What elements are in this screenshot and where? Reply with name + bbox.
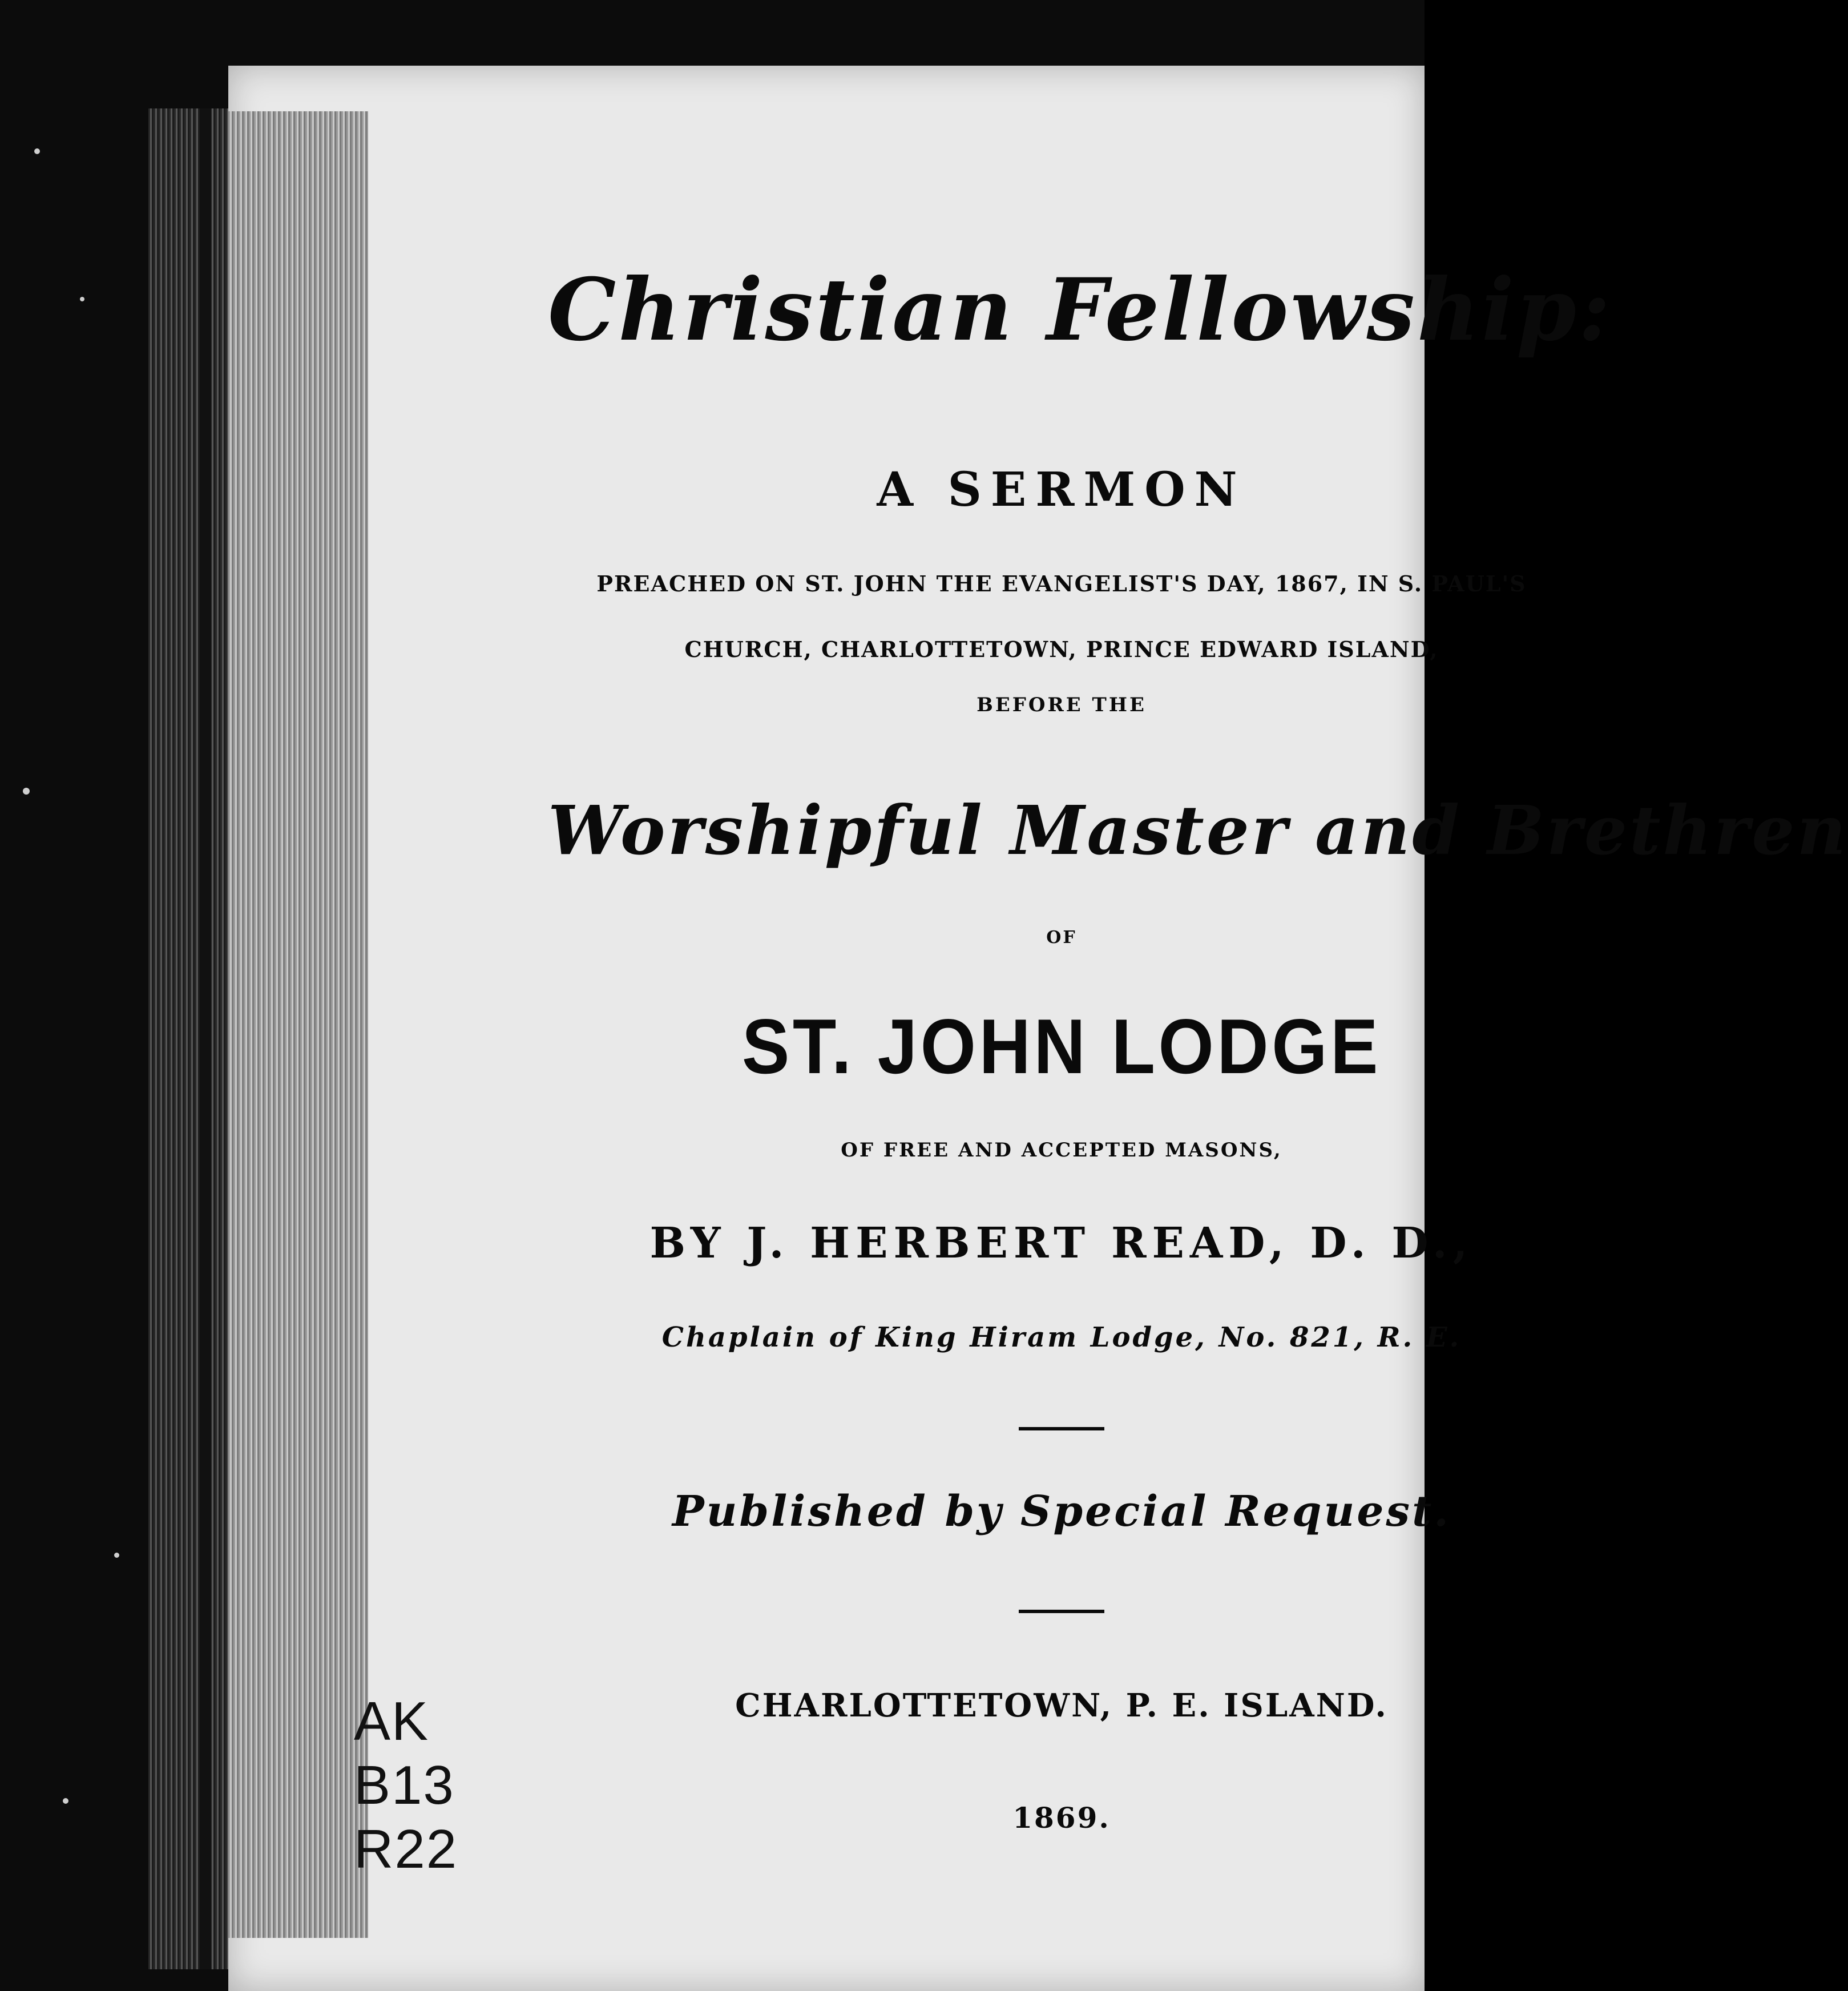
call-number-line: AK <box>354 1691 430 1752</box>
addressees: Worshipful Master and Brethren <box>548 791 1848 870</box>
call-number-line: R22 <box>354 1819 458 1880</box>
published-line: Published by Special Request. <box>672 1487 1451 1536</box>
handwritten-call-number <box>354 1690 458 1881</box>
lodge-name: ST. JOHN LODGE <box>741 1003 1382 1090</box>
subtitle: A SERMON <box>877 462 1246 517</box>
divider-rule <box>1019 1427 1104 1430</box>
occasion-line-2: CHURCH, CHARLOTTETOWN, PRINCE EDWARD ISLAND, <box>684 636 1439 662</box>
imprint-year: 1869. <box>1012 1801 1111 1835</box>
divider-rule <box>1019 1610 1104 1613</box>
chaplain-line: Chaplain of King Hiram Lodge, No. 821, R. E. <box>661 1321 1462 1353</box>
speck <box>63 1798 68 1804</box>
masons-line: OF FREE AND ACCEPTED MASONS, <box>841 1139 1282 1162</box>
before-the: BEFORE THE <box>977 694 1147 716</box>
speck <box>23 788 30 795</box>
speck <box>114 1553 119 1558</box>
call-number-line: B13 <box>354 1755 455 1816</box>
spine-edge <box>200 108 211 1969</box>
occasion-line-1: PREACHED ON ST. JOHN THE EVANGELIST'S DAY, 1867, IN S. PAUL'S <box>596 571 1527 597</box>
imprint-place: CHARLOTTETOWN, P. E. ISLAND. <box>735 1687 1388 1724</box>
author-line: BY J. HERBERT READ, D. D., <box>649 1219 1474 1268</box>
inner-binding-strip <box>228 111 368 1938</box>
speck <box>34 148 40 154</box>
of-label: OF <box>1046 928 1077 948</box>
page-title: Christian Fellowship: <box>548 260 1613 360</box>
speck <box>80 297 84 301</box>
